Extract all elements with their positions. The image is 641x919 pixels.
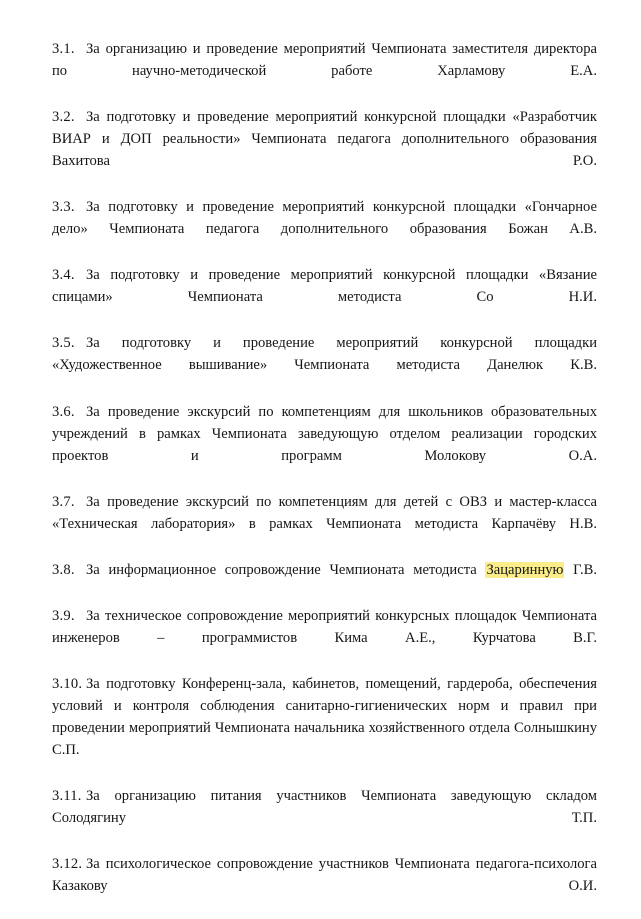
document-paragraph	[52, 673, 597, 783]
paragraph-number: 3.10.	[52, 675, 83, 692]
paragraph-number: 3.5.	[52, 335, 75, 352]
document-paragraph	[52, 106, 597, 194]
paragraph-number: 3.1.	[52, 41, 75, 57]
paragraph-number: 3.12.	[52, 856, 83, 873]
document-paragraph	[52, 785, 597, 851]
paragraph-text: За организацию и проведение мероприятий Чемпионата заместителя директора по научно-методической работе Харламову Е.А.	[52, 41, 597, 80]
document-paragraph	[52, 401, 597, 489]
paragraph-number: 3.4.	[52, 267, 75, 284]
paragraph-number: 3.11.	[52, 788, 82, 805]
paragraph-number: 3.7.	[52, 493, 75, 510]
document-paragraph-highlighted	[52, 559, 597, 603]
paragraph-text-after: Г.В.	[564, 561, 597, 578]
paragraph-text: За проведение экскурсий по компетенциям для детей с ОВЗ и мастер-класса «Техническая лаборатория» в рамках Чемпионата методиста Карпачёву Н.В.	[52, 493, 597, 532]
paragraph-text: За подготовку Конференц-зала, кабинетов, помещений, гардероба, обеспечения условий и контроля соблюдения санитарно-гигиенических норм и правил при проведении мероприятий Чемпионата начальника хозяйственного отдела Солнышкину С.П.	[52, 675, 597, 758]
paragraph-text: За проведение экскурсий по компетенциям для школьников образовательных учреждений в рамках Чемпионата заведующую отделом реализации городских проектов и программ Молокову О.А.	[52, 403, 597, 464]
paragraph-text: За информационное сопровождение Чемпионата методиста	[86, 561, 486, 578]
paragraph-number: 3.9.	[52, 607, 75, 624]
paragraph-number: 3.6.	[52, 403, 75, 420]
paragraph-text: За техническое сопровождение мероприятий конкурсных площадок Чемпионата инженеров – программистов Кима А.Е., Курчатова В.Г.	[52, 607, 597, 646]
paragraph-number: 3.3.	[52, 199, 75, 216]
paragraph-number: 3.2.	[52, 109, 75, 126]
paragraph-text: За подготовку и проведение мероприятий конкурсной площадки «Художественное вышивание» Чемпионата методиста Данелюк К.В.	[52, 335, 597, 374]
paragraph-text: За подготовку и проведение мероприятий конкурсной площадки «Вязание спицами» Чемпионата методиста Со Н.И.	[52, 267, 597, 306]
paragraph-text: За подготовку и проведение мероприятий конкурсной площадки «Разработчик ВИАР и ДОП реальности» Чемпионата педагога дополнительного образования Вахитова Р.О.	[52, 109, 597, 170]
document-paragraph	[52, 491, 597, 557]
document-paragraph	[52, 332, 597, 398]
document-paragraph	[52, 853, 597, 919]
paragraph-text: За психологическое сопровождение участников Чемпионата педагога-психолога Казакову О.И.	[52, 856, 597, 895]
document-paragraph	[52, 38, 597, 104]
document-paragraph	[52, 196, 597, 262]
paragraph-text: За подготовку и проведение мероприятий конкурсной площадки «Гончарное дело» Чемпионата педагога дополнительного образования Божан А.В.	[52, 199, 597, 238]
paragraph-text: За организацию питания участников Чемпионата заведующую складом Солодягину Т.П.	[52, 788, 597, 827]
document-paragraph	[52, 264, 597, 330]
document-paragraph	[52, 605, 597, 671]
highlighted-name: Зацаринную	[486, 561, 564, 578]
paragraph-number: 3.8.	[52, 561, 75, 578]
